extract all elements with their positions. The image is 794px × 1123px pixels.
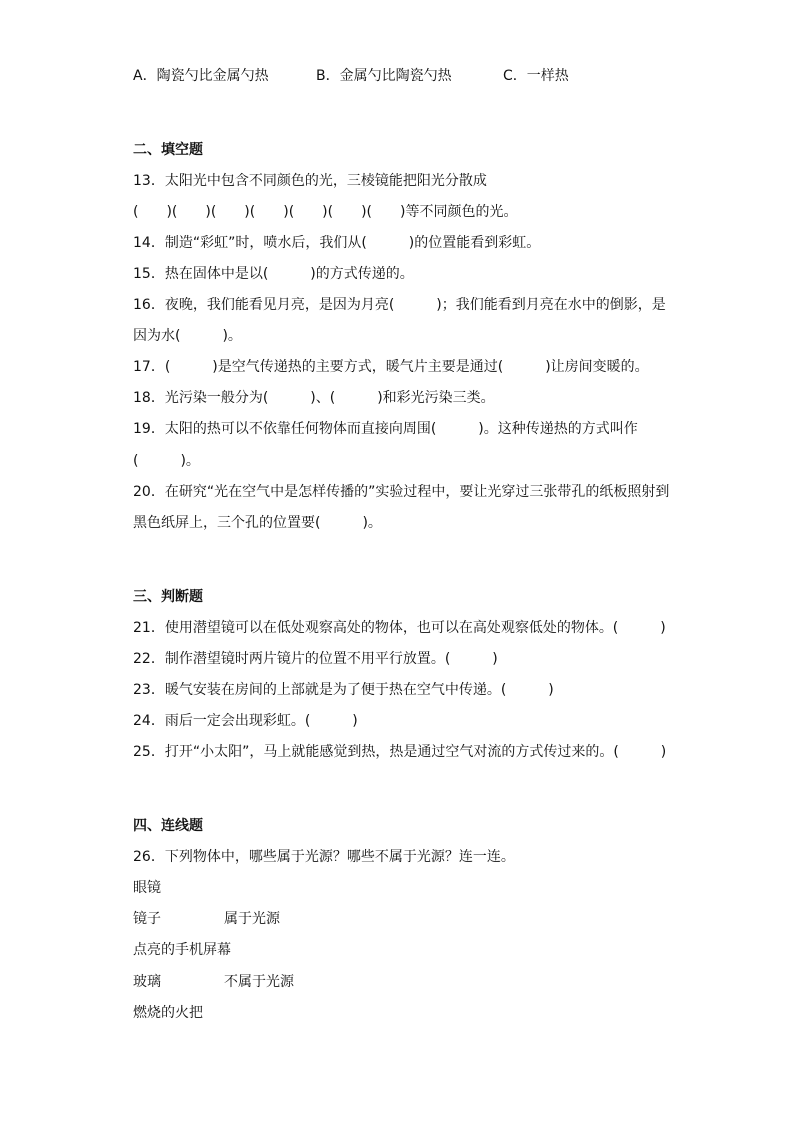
match-left-item: 燃烧的火把 <box>133 1005 203 1021</box>
question-line: 26．下列物体中，哪些属于光源？哪些不属于光源？连一连。 <box>133 849 515 865</box>
question-line: 黑色纸屏上，三个孔的位置要( )。 <box>133 515 382 531</box>
question-line: 22．制作潜望镜时两片镜片的位置不用平行放置。( ) <box>133 651 498 667</box>
question-line: 13．太阳光中包含不同颜色的光，三棱镜能把阳光分散成 <box>133 173 487 189</box>
question-line: 18．光污染一般分为( )、( )和彩光污染三类。 <box>133 390 495 406</box>
question-line: 23．暖气安装在房间的上部就是为了便于热在空气中传递。( ) <box>133 682 554 698</box>
question-line: 15．热在固体中是以( )的方式传递的。 <box>133 266 414 282</box>
question-line: 20．在研究“光在空气中是怎样传播的”实验过程中，要让光穿过三张带孔的纸板照射到 <box>133 484 670 500</box>
match-left-item: 镜子 <box>133 911 161 927</box>
question-line: 14．制造“彩虹”时，喷水后，我们从( )的位置能看到彩虹。 <box>133 235 541 251</box>
option-a: A．陶瓷勺比金属勺热 <box>133 68 269 84</box>
question-line: 21．使用潜望镜可以在低处观察高处的物体，也可以在高处观察低处的物体。( ) <box>133 620 666 636</box>
question-line: ( )( )( )( )( )( )( )等不同颜色的光。 <box>133 204 518 220</box>
match-right-item: 属于光源 <box>224 911 280 927</box>
section-heading-fill-in: 二、填空题 <box>133 142 203 158</box>
match-right-item: 不属于光源 <box>224 974 294 990</box>
question-line: 因为水( )。 <box>133 328 242 344</box>
question-line: 17．( )是空气传递热的主要方式，暖气片主要是通过( )让房间变暖的。 <box>133 359 649 375</box>
question-line: ( )。 <box>133 453 200 469</box>
section-heading-match: 四、连线题 <box>133 818 203 834</box>
question-line: 25．打开“小太阳”，马上就能感觉到热，热是通过空气对流的方式传过来的。( ) <box>133 744 667 760</box>
question-line: 16．夜晚，我们能看见月亮，是因为月亮( )；我们能看到月亮在水中的倒影，是 <box>133 297 666 313</box>
section-heading-judge: 三、判断题 <box>133 589 203 605</box>
question-line: 24．雨后一定会出现彩虹。( ) <box>133 713 358 729</box>
match-left-item: 眼镜 <box>133 880 161 896</box>
match-left-item: 点亮的手机屏幕 <box>133 942 231 958</box>
option-c: C．一样热 <box>503 68 569 84</box>
match-left-item: 玻璃 <box>133 974 161 990</box>
option-b: B．金属勺比陶瓷勺热 <box>316 68 452 84</box>
question-line: 19．太阳的热可以不依靠任何物体而直接向周围( )。这种传递热的方式叫作 <box>133 421 638 437</box>
